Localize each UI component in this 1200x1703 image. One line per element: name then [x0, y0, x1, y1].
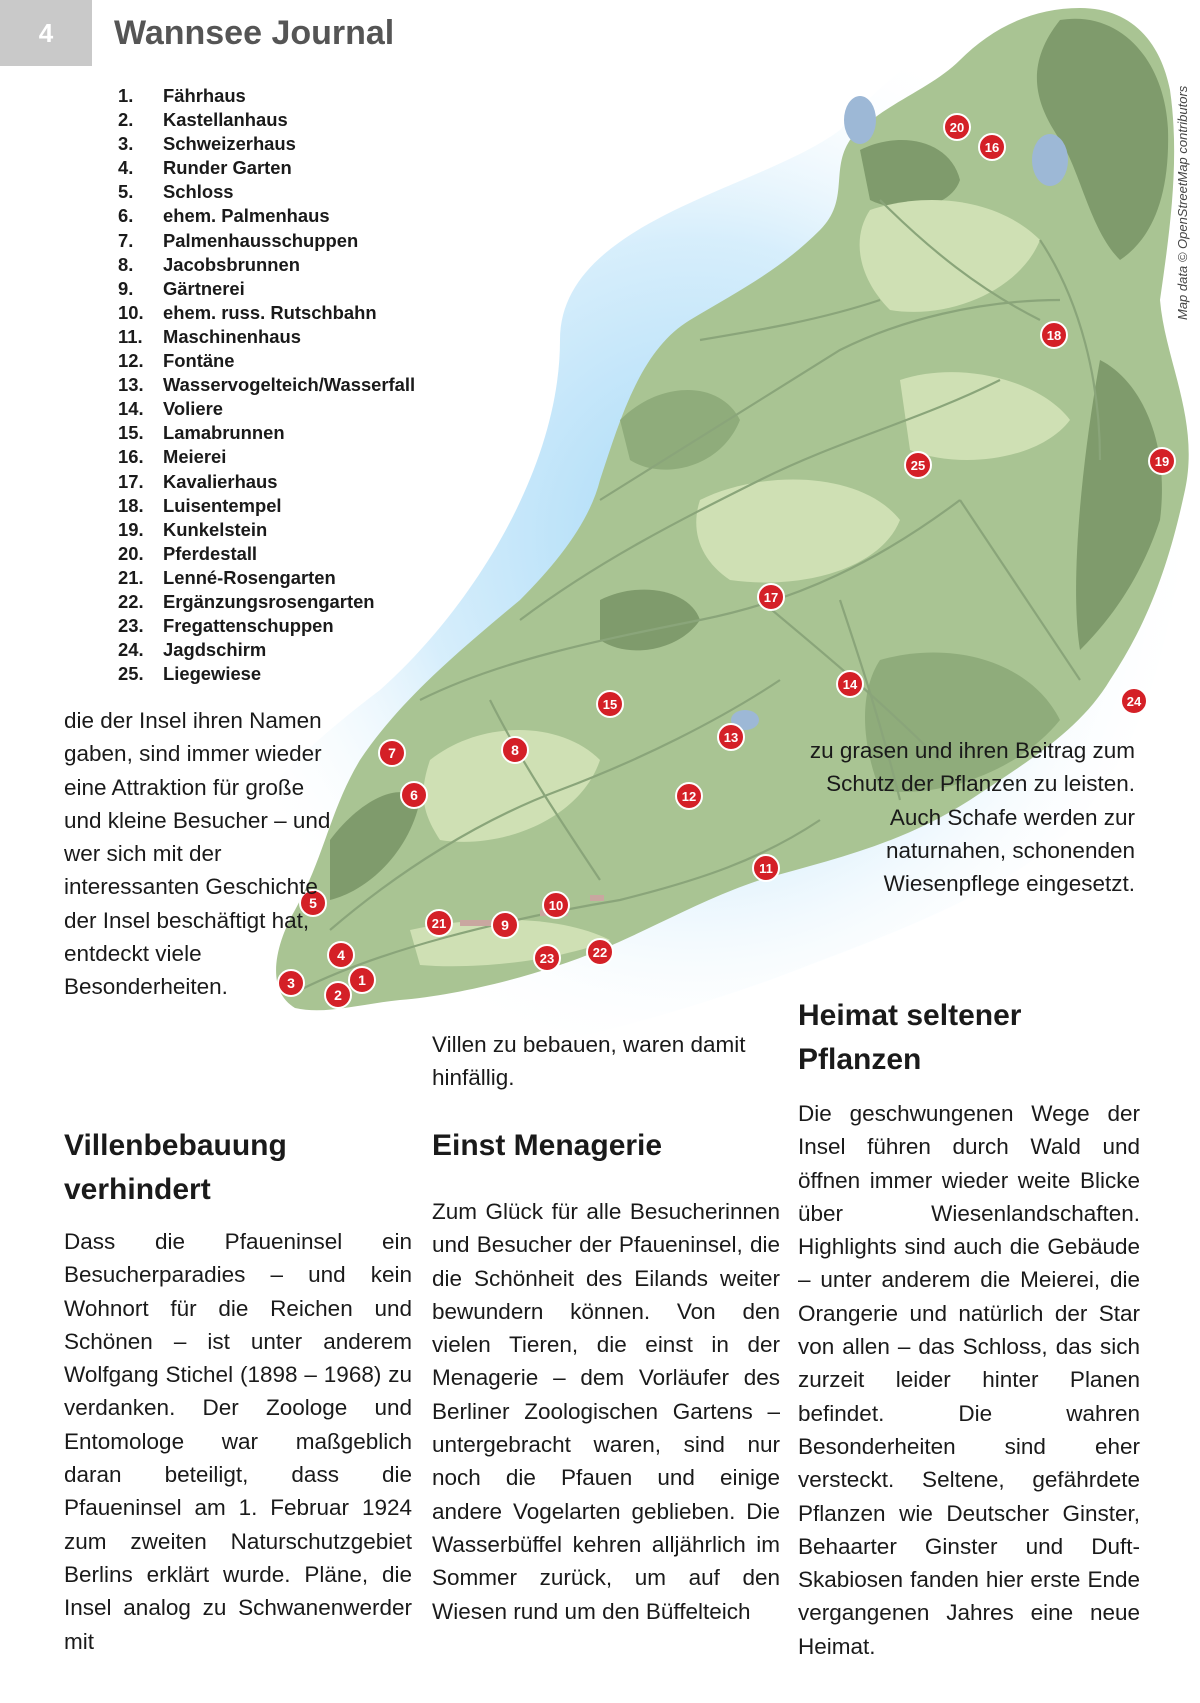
map-marker-21[interactable] [426, 910, 452, 936]
map-marker-label: 13 [723, 730, 739, 745]
map-marker-label: 21 [431, 916, 447, 931]
legend-item: 15. Lamabrunnen [118, 422, 285, 444]
map-marker-22[interactable] [587, 939, 613, 965]
map-marker-label: 11 [759, 861, 773, 876]
map-marker-11[interactable] [753, 855, 779, 881]
map-marker-7[interactable] [379, 740, 405, 766]
legend-item: 11. Maschinenhaus [118, 325, 301, 347]
map-marker-17[interactable] [758, 584, 784, 610]
map-marker-label: 5 [309, 895, 317, 911]
legend-item: 17. Kavalierhaus [118, 470, 278, 492]
legend-item: 4. Runder Garten [118, 157, 292, 179]
paragraph-heimat: Die geschwungenen Wege der Insel führen durch Wald und öffnen immer wieder weite Blicke über Wiesenlandschaften. Highlights sind auch die Gebäude – unter anderem die Meierei, die Orangerie und natürlich der Star von allen – das Schloss, das sich zurzeit leider hinter Planen befindet. Die wahren Besonderheiten sind eher versteckt. Seltene, gefährdete Pflanzen wie Deutscher Ginster, Behaarter Ginster und Duft-Skabiosen fanden hier erste Ende vergangenen Jahres eine neue Heimat. [798, 1101, 1140, 1659]
legend-item: 14. Voliere [118, 398, 223, 420]
map-marker-label: 8 [511, 742, 519, 758]
map-marker-label: 6 [410, 787, 418, 803]
map-marker-16[interactable] [979, 134, 1005, 160]
map-legend [118, 84, 415, 686]
map-marker-12[interactable] [676, 783, 702, 809]
legend-item: 16. Meierei [118, 446, 227, 468]
legend-item: 12. Fontäne [118, 350, 235, 372]
legend-item: 10. ehem. russ. Rutschbahn [118, 301, 377, 323]
map-credit: Map data © OpenStreetMap contributors [1175, 85, 1190, 320]
heading-villenbebauung: Villenbebauung verhindert [64, 1129, 287, 1206]
map-marker-label: 4 [337, 947, 345, 963]
map-marker-15[interactable] [597, 691, 623, 717]
map-marker-24[interactable] [1121, 688, 1147, 714]
legend-item: 5. Schloss [118, 181, 234, 203]
intro-right: zu grasen und ihren Beitrag zum Schutz der Pflanzen zu leisten. Auch Schafe werden zur naturnahen, schonenden Wiesenpflege eingesetzt. [809, 738, 1135, 897]
map-marker-25[interactable] [905, 452, 931, 478]
heading-heimat: Heimat seltener Pflanzen [798, 999, 1022, 1076]
legend-item: 18. Luisentempel [118, 494, 282, 516]
map-marker-label: 9 [501, 917, 509, 933]
map-marker-18[interactable] [1041, 322, 1067, 348]
map-marker-label: 12 [681, 789, 697, 804]
legend-item: 2. Kastellanhaus [118, 109, 288, 131]
heading-menagerie: Einst Menagerie [432, 1129, 663, 1162]
map-marker-label: 7 [388, 745, 396, 761]
map-marker-label: 20 [949, 120, 965, 135]
legend-item: 6. ehem. Palmenhaus [118, 205, 330, 227]
legend-item: 24. Jagdschirm [118, 639, 267, 661]
map-marker-label: 19 [1154, 454, 1170, 469]
legend-item: 20. Pferdestall [118, 542, 258, 564]
paragraph-menagerie: Zum Glück für alle Besucherinnen und Besucher der Pfaueninsel, die die Schönheit des Eilands weiter bewundern können. Von den vielen Tieren, die einst in der Menagerie – dem Vorläufer des Berliner Zoologischen Gartens – untergebracht waren, sind nur noch die Pfauen und einige andere Vogelarten geblieben. Die Wasserbüffel kehren alljährlich im Sommer zurück, um auf den Wiesen rund um den Büffelteich [432, 1199, 780, 1624]
map-marker-label: 18 [1046, 328, 1062, 343]
paragraph-villenbebauung: Dass die Pfaueninsel ein Besucherparadies – und kein Wohnort für die Reichen und Schönen – ist unter anderem Wolfgang Stichel (1898 – 1968) zu verdanken. Der Zoologe und Entomologe war maßgeblich daran beteiligt, dass die Pfaueninsel am 1. Februar 1924 zum zweiten Naturschutzgebiet Berlins erklärt wurde. Pläne, die Insel analog zu Schwanenwerder mit [64, 1229, 412, 1654]
map-marker-label: 25 [910, 458, 926, 473]
map-marker-label: 24 [1126, 694, 1142, 709]
map-marker-10[interactable] [543, 892, 569, 918]
intro-left: die der Insel ihren Namen gaben, sind immer wieder eine Attraktion für große und kleine Besucher – und wer sich mit der interessanten Geschichte der Insel beschäftigt hat, entdeckt viele Besonderheiten. [64, 708, 331, 1000]
legend-item: 13. Wasservogelteich/Wasserfall [118, 374, 416, 396]
legend-item: 9. Gärtnerei [118, 277, 245, 299]
map-marker-label: 2 [334, 987, 342, 1003]
map-marker-20[interactable] [944, 114, 970, 140]
map-marker-8[interactable] [502, 737, 528, 763]
map-marker-13[interactable] [718, 724, 744, 750]
legend-item: 3. Schweizerhaus [118, 133, 296, 155]
map-marker-14[interactable] [837, 671, 863, 697]
legend-item: 8. Jacobsbrunnen [118, 253, 300, 275]
legend-item: 22. Ergänzungsrosengarten [118, 590, 375, 612]
page-number: 4 [0, 0, 92, 66]
legend-item: 1. Fährhaus [118, 85, 246, 106]
map-marker-label: 3 [287, 975, 295, 991]
map-marker-label: 14 [842, 677, 858, 692]
legend-item: 25. Liegewiese [118, 663, 262, 685]
map-marker-19[interactable] [1149, 448, 1175, 474]
legend-item: 23. Fregattenschuppen [118, 615, 334, 637]
map-marker-6[interactable] [401, 782, 427, 808]
map-marker-label: 16 [984, 140, 1000, 155]
pond [844, 96, 876, 144]
legend-item: 21. Lenné-Rosengarten [118, 566, 336, 588]
map-marker-label: 15 [602, 697, 618, 712]
legend-item: 7. Palmenhausschuppen [118, 229, 359, 251]
map-marker-label: 17 [763, 590, 779, 605]
map-marker-label: 23 [539, 951, 555, 966]
journal-title: Wannsee Journal [114, 14, 395, 52]
map-marker-label: 10 [548, 898, 564, 913]
map-marker-23[interactable] [534, 945, 560, 971]
pond [1032, 134, 1068, 186]
map-marker-label: 1 [358, 972, 366, 988]
map-marker-9[interactable] [492, 912, 518, 938]
map-marker-label: 22 [592, 945, 608, 960]
intro-mid: Villen zu bebauen, waren damit hinfällig. [432, 1032, 746, 1091]
legend-item: 19. Kunkelstein [118, 518, 268, 540]
map-marker-1[interactable] [349, 967, 375, 993]
